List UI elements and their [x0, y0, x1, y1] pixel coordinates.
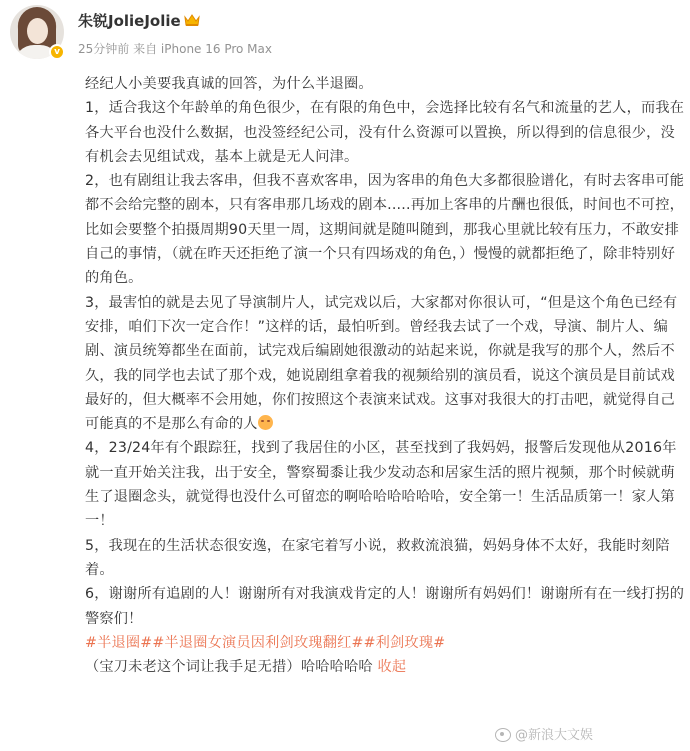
hashtag-link[interactable]: #半退圈女演员因利剑玫瑰翻红#: [152, 634, 364, 651]
avatar-face: [27, 18, 48, 44]
crown-icon: [184, 13, 200, 27]
sad-face-emoji-icon: [258, 415, 273, 430]
paragraph-4: 4，23/24年有个跟踪狂，找到了我居住的小区，甚至找到了我妈妈，报警后发现他从2016年就一直开始关注我，出于安全，警察蜀黍让我少发动态和居家生活的照片视频，那个时候就萌生了退圈念头，就觉得也没什么可留恋的啊哈哈哈哈哈哈，安全第一！生活品质第一！家人第一！: [85, 440, 677, 530]
paragraph-3: [85, 291, 685, 437]
post-meta: [78, 40, 272, 57]
paragraph-1: 1，适合我这个年龄单的角色很少，在有限的角色中，会选择比较有名气和流量的艺人，而我在各大平台也没什么数据，也没签经纪公司，没有什么资源可以置换，所以得到的信息很少，没有机会去见组试戏，基本上就是无人问津。: [85, 100, 685, 165]
post-source: 来自 iPhone 16 Pro Max: [133, 42, 272, 56]
paragraph-5: 5，我现在的生活状态很安逸，在家宅着写小说，救救流浪猫，妈妈身体不太好，我能时刻陪着。: [85, 537, 670, 578]
verified-badge-icon: v: [49, 44, 65, 60]
collapse-link[interactable]: 收起: [377, 659, 407, 676]
closing-line-text: （宝刀未老这个词让我手足无措）哈哈哈哈哈: [85, 659, 373, 676]
closing-line: [85, 655, 685, 679]
hashtag-list: [85, 631, 685, 655]
watermark: [495, 724, 593, 743]
paragraph-2: 2，也有剧组让我去客串，但我不喜欢客串，因为客串的角色大多都很脸谱化，有时去客串可能都不会给完整的剧本，只有客串那几场戏的剧本.....再加上客串的片酬也很低，时间也不可控，比如会要整个拍摄周期90天里一周，这期间就是随叫随到，那我心里就比较有压力，不敢安排自己的事情，（就在昨天还拒绝了演一个只有四场戏的角色，）慢慢的就都拒绝了，除非特别好的角色。: [85, 173, 685, 287]
username-text[interactable]: 朱锐JolieJolie: [78, 12, 181, 30]
post-time: 25分钟前: [78, 42, 130, 56]
weibo-logo-icon: [495, 728, 511, 742]
username[interactable]: [78, 10, 200, 31]
paragraph-3-text: 3，最害怕的就是去见了导演制片人，试完戏以后，大家都对你很认可，“但是这个角色已经有安排，咱们下次一定合作！”这样的话，最怕听到。曾经我去试了一个戏，导演、制片人、编剧、演员统筹都坐在面前，试完戏后编剧她很激动的站起来说，你就是我写的那个人，然后不久，我的同学也去试了那个戏，她说剧组拿着我的视频给别的演员看，说这个演员是目前试戏最好的，但大概率不会用她，你们按照这个表演来试戏。这事对我很大的打击吧，就觉得自己可能真的不是那么有命的人: [85, 294, 678, 433]
hashtag-link[interactable]: #利剑玫瑰#: [363, 634, 446, 651]
paragraph-6: 6，谢谢所有追剧的人！谢谢所有对我演戏肯定的人！谢谢所有妈妈们！谢谢所有在一线打拐的警察们！: [85, 586, 685, 627]
paragraph-intro: 经纪人小美要我真诚的回答，为什么半退圈。: [85, 76, 373, 92]
watermark-text: @新浪大文娱: [515, 728, 594, 743]
post-header: [0, 0, 690, 70]
post-content: [85, 72, 685, 679]
hashtag-link[interactable]: #半退圈#: [85, 634, 153, 651]
